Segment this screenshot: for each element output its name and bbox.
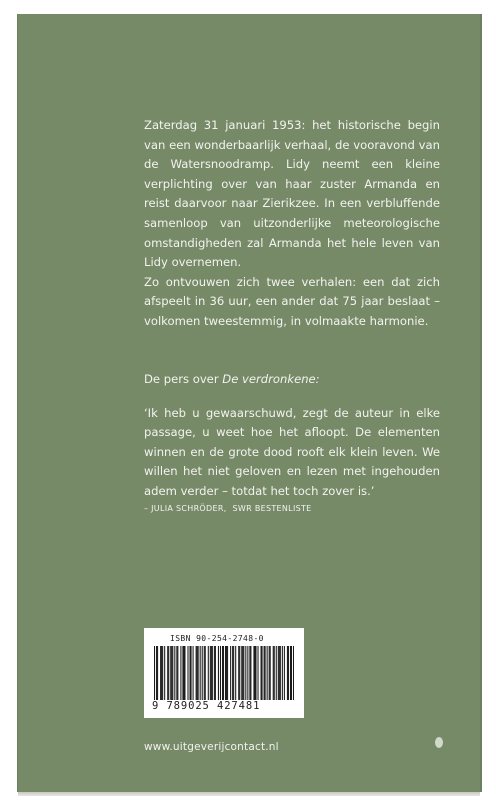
barcode-bar <box>223 646 224 700</box>
barcode-bar <box>168 646 169 700</box>
book-title: De verdronkene: <box>222 372 320 386</box>
barcode-bar <box>196 646 197 700</box>
barcode-bar <box>253 646 254 700</box>
barcode-bar <box>156 646 157 700</box>
barcode-bar <box>270 646 271 700</box>
barcode-bar <box>293 646 294 700</box>
barcode-bar <box>255 646 256 700</box>
quote-author: – JULIA SCHRÖDER, <box>144 503 227 513</box>
barcode-bar <box>291 646 292 700</box>
barcode-bar <box>180 646 181 700</box>
barcode-bar <box>204 646 205 700</box>
barcode-bar <box>230 646 231 700</box>
barcode-bar <box>250 646 251 700</box>
barcode-bar <box>161 646 162 700</box>
blurb-paragraph: Zaterdag 31 januari 1953: het historische begin van een wonderbaarlijk verhaal, de vooravond van de Watersnoodramp. Lidy neemt een kleine verplichting over van haar zuster Armanda en reist daarvoor naar Zierikzee. In een verbluffende samenloop van uitzonderlijke meteorologische omstandigheden zal Armanda het hele leven van Lidy overnemen. <box>144 118 440 270</box>
barcode-digits: 9 789025 427481 <box>152 700 261 712</box>
barcode-bar <box>167 646 168 700</box>
barcode-bar <box>262 646 263 700</box>
barcode-bar <box>200 646 201 700</box>
barcode-bar <box>243 646 244 700</box>
barcode-bar <box>170 646 171 700</box>
cover-speck <box>435 737 443 748</box>
barcode-bar <box>265 646 266 700</box>
press-intro <box>144 370 440 390</box>
barcode-bar <box>191 646 192 700</box>
barcode-bar <box>282 646 283 700</box>
barcode-bar <box>205 646 206 700</box>
barcode-bar <box>171 646 172 700</box>
barcode-bar <box>276 646 277 700</box>
barcode-bar <box>232 646 233 700</box>
barcode-bar <box>241 646 242 700</box>
barcode-bar <box>288 646 289 700</box>
quote-source <box>144 502 440 516</box>
press-quote: ‘Ik heb u gewaarschuwd, zegt de auteur in elke passage, u weet hoe het afloopt. De elementen winnen en de grote dood rooft elk klein leven. We willen het niet geloven en lezen met ingehouden adem verder – totdat het toch zover is.’ <box>144 405 440 498</box>
barcode-bar <box>212 646 213 700</box>
publisher-website: www.uitgeverijcontact.nl <box>144 741 279 753</box>
barcode-bar <box>164 646 165 700</box>
barcode-bar <box>239 646 240 700</box>
press-section <box>144 370 440 516</box>
barcode-bar <box>238 646 239 700</box>
barcode-bar <box>269 646 270 700</box>
quote-publication: SWR BESTENLISTE <box>232 503 312 513</box>
barcode-bar <box>202 646 203 700</box>
barcode-bar <box>187 646 188 700</box>
barcode-bar <box>198 646 199 700</box>
blurb-paragraph: Zo ontvouwen zich twee verhalen: een dat zich afspeelt in 36 uur, een ander dat 75 jaar beslaat – volkomen tweestemmig, in volmaakte harmonie. <box>144 274 440 328</box>
barcode-bar <box>249 646 250 700</box>
barcode-bar <box>176 646 177 700</box>
barcode-bar <box>157 646 158 700</box>
barcode-bar <box>245 646 246 700</box>
barcode-bar <box>160 646 161 700</box>
barcode-bar <box>254 646 255 700</box>
barcode-bar <box>197 646 198 700</box>
barcode-bar <box>193 646 194 700</box>
barcode-bar <box>261 646 262 700</box>
barcode-bar <box>279 646 280 700</box>
barcode-bar <box>247 646 248 700</box>
barcode-bar <box>210 646 211 700</box>
barcode-bar <box>280 646 281 700</box>
barcode-bar <box>227 646 228 700</box>
barcode-bar <box>190 646 191 700</box>
barcode-bar <box>222 646 223 700</box>
barcode-bar <box>274 646 275 700</box>
barcode-bar <box>214 646 215 700</box>
barcode-bar <box>215 646 216 700</box>
barcode-box <box>144 628 304 718</box>
barcode-bar <box>267 646 268 700</box>
barcode-bar <box>211 646 212 700</box>
barcode-bar <box>226 646 227 700</box>
barcode-bar <box>287 646 288 700</box>
barcode-bar <box>208 646 209 700</box>
barcode-bar <box>242 646 243 700</box>
barcode-bar <box>264 646 265 700</box>
barcode-bar <box>220 646 221 700</box>
barcode-bar <box>218 646 219 700</box>
barcode-bar <box>182 646 183 700</box>
barcode-bars <box>154 646 294 700</box>
isbn-label: ISBN 90-254-2748-0 <box>170 634 264 643</box>
blurb <box>144 116 440 332</box>
barcode-bar <box>177 646 178 700</box>
barcode-bar <box>183 646 184 700</box>
press-intro-label: De pers over <box>144 372 219 386</box>
barcode-bar <box>184 646 185 700</box>
barcode-bar <box>290 646 291 700</box>
barcode-bar <box>278 646 279 700</box>
barcode-bar <box>162 646 163 700</box>
barcode-bar <box>174 646 175 700</box>
barcode-bar <box>172 646 173 700</box>
barcode-bar <box>154 646 155 700</box>
barcode-bar <box>273 646 274 700</box>
barcode-bar <box>235 646 236 700</box>
barcode-bar <box>225 646 226 700</box>
barcode-bar <box>257 646 258 700</box>
barcode-bar <box>233 646 234 700</box>
barcode-bar <box>284 646 285 700</box>
